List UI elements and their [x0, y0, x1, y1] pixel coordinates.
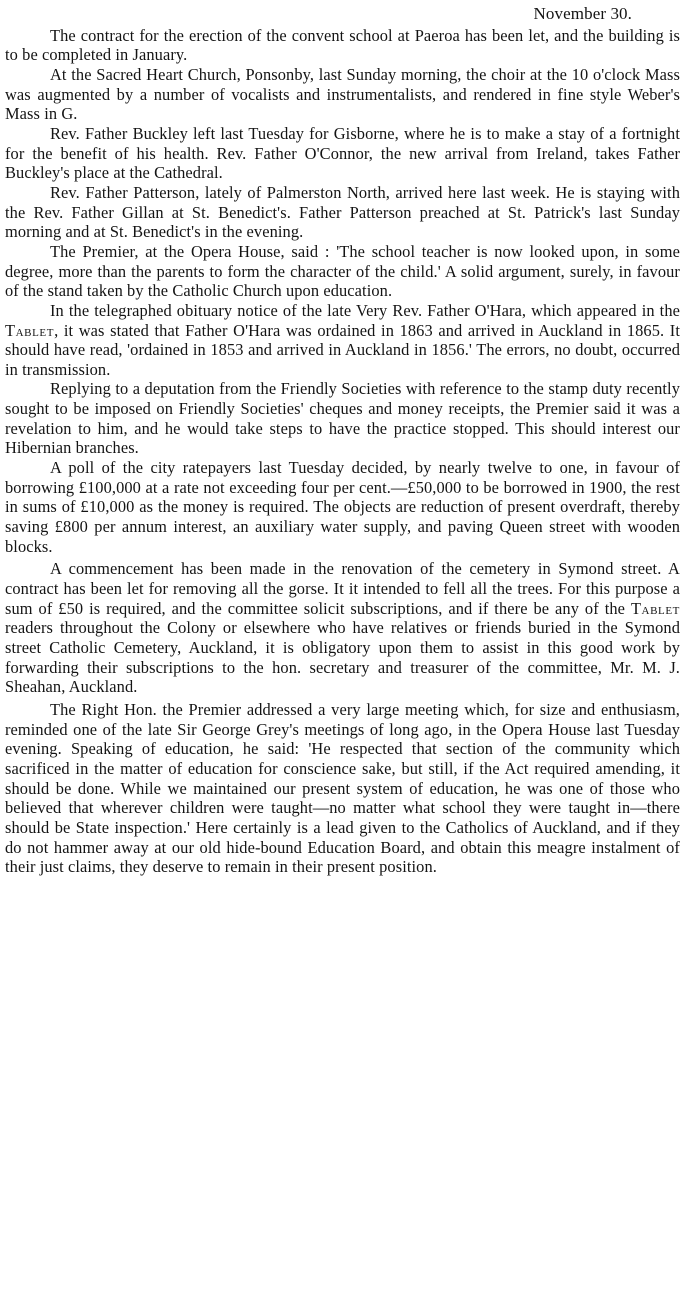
- news-paragraph-father-ohara-notice: [5, 301, 680, 380]
- paragraph-text: The Right Hon. the Premier addressed a very large meeting which, for size and enthusiasm, reminded one of the late Sir George Grey's meetings of long ago, in the Opera House last Tuesday evening. Speaking of education, he said: 'He respected that section of the community which sacrificed in the matter of education for conscience sake, but still, if the Act required amending, it should be done. While we maintained our present system of education, he was one of those who believed that wherever children were taught—no matter what school they were taught in—there should be State inspection.' Here certainly is a lead given to the Catholics of Auckland, and if they do not hammer away at our old hide-bound Education Board, and obtain this meagre instalment of their just claims, they deserve to remain in their present position.: [5, 699, 680, 877]
- paragraph-text: The Premier, at the Opera House, said : 'The school teacher is now looked upon, in some degree, more than the parents to form the character of the child.' A solid argument, surely, in favour of the stand taken by the Catholic Church upon education.: [5, 241, 680, 301]
- news-paragraph-paeroa-school: [5, 26, 680, 65]
- paragraph-text: Replying to a deputation from the Friendly Societies with reference to the stamp duty recently sought to be imposed on Friendly Societies' cheques and money receipts, the Premier said it was a revelation to him, and he would take steps to have the practice stopped. This should interest our Hibernian branches.: [5, 379, 680, 458]
- news-paragraph-father-buckley: [5, 124, 680, 183]
- publication-name: Tablet: [5, 320, 55, 340]
- publication-name: Tablet: [630, 598, 680, 618]
- paragraph-text: , it was stated that Father O'Hara was ordained in 1863 and arrived in Auckland in 1865. It should have read, 'ordained in 1853 and arrived in Auckland in 1856.' The errors, no doubt, occurred in transmission.: [5, 320, 680, 379]
- news-items: [5, 26, 680, 877]
- paragraph-text: Rev. Father Patterson, lately of Palmerston North, arrived here last week. He is staying with the Rev. Father Gillan at St. Benedict's. Father Patterson preached at St. Patrick's last Sunday morning and at St. Benedict's in the evening.: [5, 182, 680, 242]
- news-paragraph-sacred-heart-choir: [5, 65, 680, 124]
- paragraph-text: A commencement has been made in the renovation of the cemetery in Symond street. A contract has been let for removing all the gorse. It it intended to fell all the trees. For this purpose a sum of £50 is required, and the committee solicit subscriptions, and if there be any of the: [5, 559, 680, 618]
- news-paragraph-father-patterson: [5, 183, 680, 242]
- paragraph-text: The contract for the erection of the convent school at Paeroa has been let, and the building is to be completed in January.: [5, 25, 680, 65]
- paragraph-text: readers throughout the Colony or elsewhere who have relatives or friends buried in the Symond street Catholic Cemetery, Auckland, it is obligatory upon them to assist in this good work by forwarding their subscriptions to the hon. secretary and treasurer of the committee, Mr. M. J. Sheahan, Auckland.: [5, 618, 680, 697]
- news-paragraph-stamp-duty: [5, 379, 680, 458]
- news-paragraph-premier-opera-house: [5, 242, 680, 301]
- paragraph-text: In the telegraphed obituary notice of the late Very Rev. Father O'Hara, which appeared in the: [50, 300, 680, 320]
- paragraph-text: Rev. Father Buckley left last Tuesday for Gisborne, where he is to make a stay of a fortnight for the benefit of his health. Rev. Father O'Connor, the new arrival from Ireland, takes Father Buckley's place at the Cathedral.: [5, 123, 680, 183]
- news-paragraph-symond-street-cemetery: [5, 559, 680, 697]
- news-paragraph-premier-meeting: [5, 700, 680, 877]
- paragraph-text: A poll of the city ratepayers last Tuesday decided, by nearly twelve to one, in favour of borrowing £100,000 at a rate not exceeding four per cent.—£50,000 to be borrowed in 1900, the rest in sums of £10,000 as the money is required. The objects are reduction of present overdraft, thereby saving £800 per annum interest, an auxiliary water supply, and paving Queen street with wooden blocks.: [5, 458, 680, 556]
- dateline: November 30.: [533, 4, 632, 23]
- news-paragraph-ratepayers-poll: [5, 458, 680, 556]
- paragraph-text: At the Sacred Heart Church, Ponsonby, last Sunday morning, the choir at the 10 o'clock Mass was augmented by a number of vocalists and instrumentalists, and rendered in fine style Weber's Mass in G.: [5, 64, 680, 124]
